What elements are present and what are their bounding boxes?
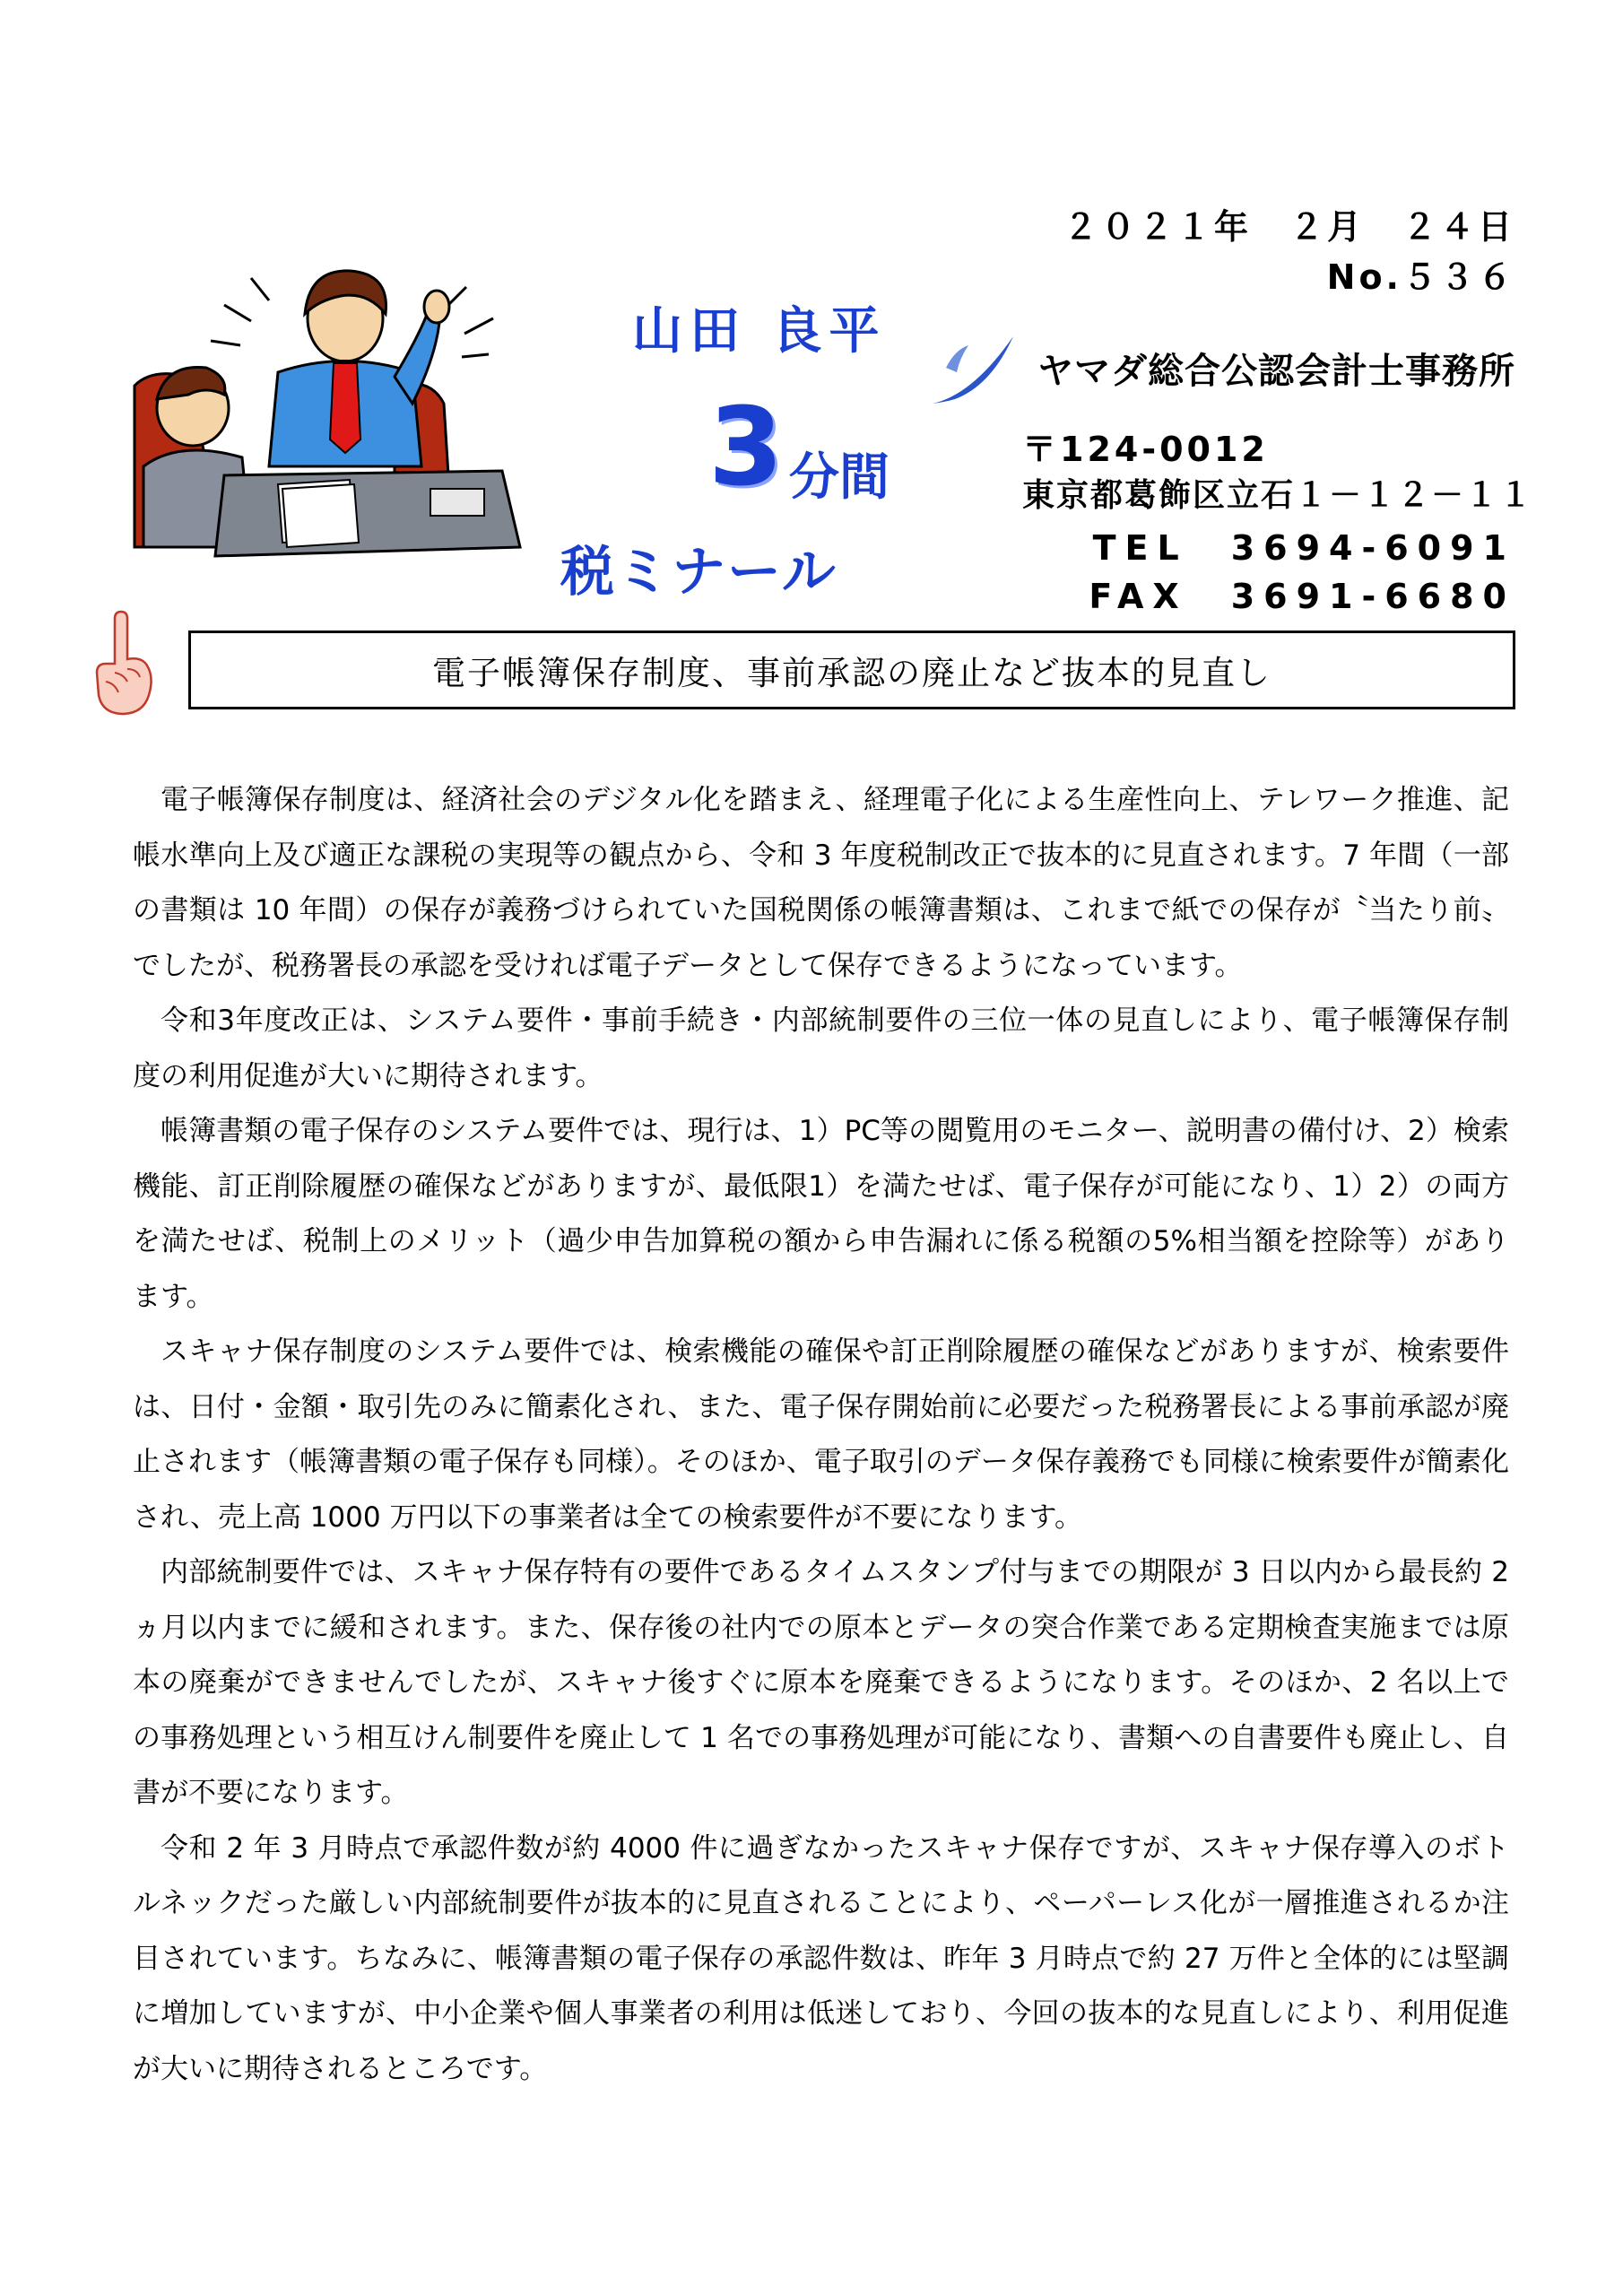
paragraph-3: 帳簿書類の電子保存のシステム要件では、現行は、1）PC等の閲覧用のモニター、説明書の備付け、2）検索機能、訂正削除履歴の確保などがありますが、最低限1）を満たせば、電子保存が可能になり、1）2）の両方を満たせば、税制上のメリット（過少申告加算税の額から申告漏れに係る税額の5%相当額を控除等）があります。 [133,1115,1509,1313]
brand-three: 3 [708,386,784,510]
article-body [133,773,1509,2097]
postal-code: 〒124-0012 [1022,430,1269,469]
phone-number: TEL 3694-6091 [1092,528,1515,568]
paragraph-1: 電子帳簿保存制度は、経済社会のデジタル化を踏まえ、経理電子化による生産性向上、テレワーク推進、記帳水準向上及び適正な課税の実現等の観点から、令和 3 年度税制改正で抜本的に見直されます。7 年間（一部の書類は 10 年間）の保存が義務づけられていた国税関係の帳簿書類は、これまで紙での保存が〝当たり前〟でしたが、税務署長の承認を受ければ電子データとして保存できるようになっています。 [133,784,1509,982]
paragraph-2: 令和3年度改正は、システム要件・事前手続き・内部統制要件の三位一体の見直しにより、電子帳簿保存制度の利用促進が大いに期待されます。 [133,1004,1509,1092]
fax-number: FAX 3691-6680 [1089,577,1515,616]
brand-minutes: 分間 [789,448,890,507]
office-name: ヤマダ総合公認会計士事務所 [1037,351,1515,392]
issue-number: No.５３６ [1326,257,1515,297]
pointing-finger-icon [88,610,160,718]
businessmen-illustration [126,251,538,592]
paragraph-5: 内部統制要件では、スキャナ保存特有の要件であるタイムスタンプ付与までの期限が 3 日以内から最長約 2ヵ月以内までに緩和されます。また、保存後の社内での原本とデータの突合作業である定期検査実施までは原本の廃棄ができませんでしたが、スキャナ後すぐに原本を廃棄できるようになります。そのほか、2 名以上での事務処理という相互けん制要件を廃止して 1 名での事務処理が可能になり、書類への自書要件も廃止し、自書が不要になります。 [133,1556,1509,1809]
brand-name: 山田 良平 [632,302,887,361]
date: ２０２１年 ２月 ２４日 [1063,207,1515,247]
paragraph-6: 令和 2 年 3 月時点で承認件数が約 4000 件に過ぎなかったスキャナ保存ですが、スキャナ保存導入のボトルネックだった厳しい内部統制要件が抜本的に見直されることにより、ペーパーレス化が一層推進されるか注目されています。ちなみに、帳簿書類の電子保存の承認件数は、昨年 3 月時点で約 27 万件と全体的には堅調に増加していますが、中小企業や個人事業者の利用は低迷しており、今回の抜本的な見直しにより、利用促進が大いに期待されるところです。 [133,1831,1509,2085]
address: 東京都葛飾区立石１－１２－１１ [1022,477,1534,514]
swoosh-logo-icon [928,332,1018,413]
paragraph-4: スキャナ保存制度のシステム要件では、検索機能の確保や訂正削除履歴の確保などがありますが、検索要件は、日付・金額・取引先のみに簡素化され、また、電子保存開始前に必要だった税務署長による事前承認が廃止されます（帳簿書類の電子保存も同様）。そのほか、電子取引のデータ保存義務でも同様に検索要件が簡素化され、売上高 1000 万円以下の事業者は全ての検索要件が不要になります。 [133,1335,1509,1534]
brand-seminar: 税ミナール [560,541,838,604]
article-title: 電子帳簿保存制度、事前承認の廃止など抜本的見直し [432,654,1271,692]
article-title-box [188,631,1515,709]
